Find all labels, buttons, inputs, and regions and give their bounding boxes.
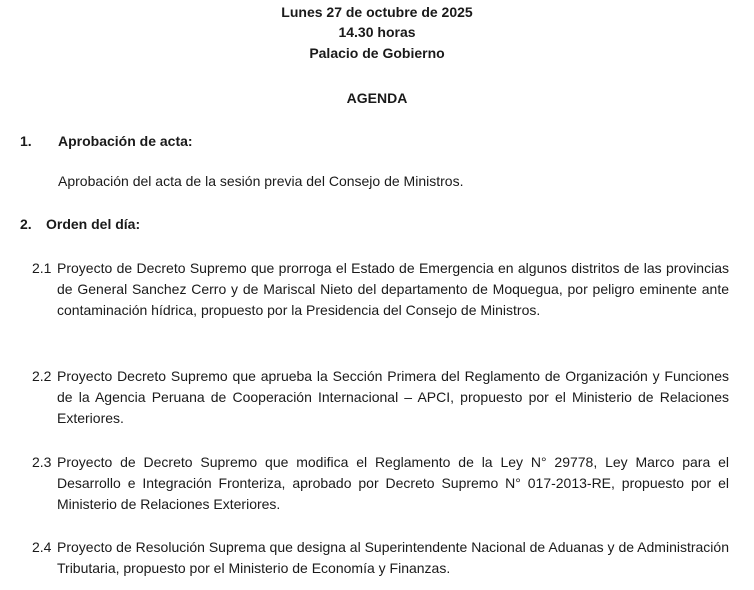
agenda-title: AGENDA — [346, 90, 408, 106]
item-2-2-text: Proyecto Decreto Supremo que aprueba la Sección Primera del Reglamento de Organización y Funciones de la Agencia Peruana de Cooperación Internacional – APCI, propuesto por el Ministerio de Relaciones Exteriores. — [57, 368, 729, 426]
section-2-title: Orden del día: — [46, 216, 141, 232]
item-2-4-number: 2.4 — [32, 539, 52, 555]
item-2-4-text: Proyecto de Resolución Suprema que designa al Superintendente Nacional de Aduanas y de Administración Tributaria, propuesto por el Ministerio de Economía y Finanzas. — [57, 539, 729, 576]
session-place: Palacio de Gobierno — [309, 45, 445, 61]
item-2-2-number: 2.2 — [32, 368, 52, 384]
item-2-1-text: Proyecto de Decreto Supremo que prorroga el Estado de Emergencia en algunos distritos de las provincias de General Sanchez Cerro y de Mariscal Nieto del departamento de Moquegua, por peligro eminente ante contaminación hídrica, propuesto por la Presidencia del Consejo de Ministros. — [57, 260, 729, 318]
item-2-3-number: 2.3 — [32, 454, 52, 470]
section-1-number: 1. — [20, 133, 32, 149]
section-2-number: 2. — [20, 216, 32, 232]
section-1-title: Aprobación de acta: — [58, 133, 193, 149]
session-time: 14.30 horas — [338, 24, 416, 40]
section-1-text: Aprobación del acta de la sesión previa del Consejo de Ministros. — [58, 173, 464, 189]
item-2-1-number: 2.1 — [32, 260, 52, 276]
item-2-3-text: Proyecto de Decreto Supremo que modifica el Reglamento de la Ley N° 29778, Ley Marco para el Desarrollo e Integración Fronteriza, aprobado por Decreto Supremo N° 017-2013-RE, propuesto por el Ministerio de Relaciones Exteriores. — [57, 454, 729, 512]
session-date: Lunes 27 de octubre de 2025 — [281, 4, 473, 20]
